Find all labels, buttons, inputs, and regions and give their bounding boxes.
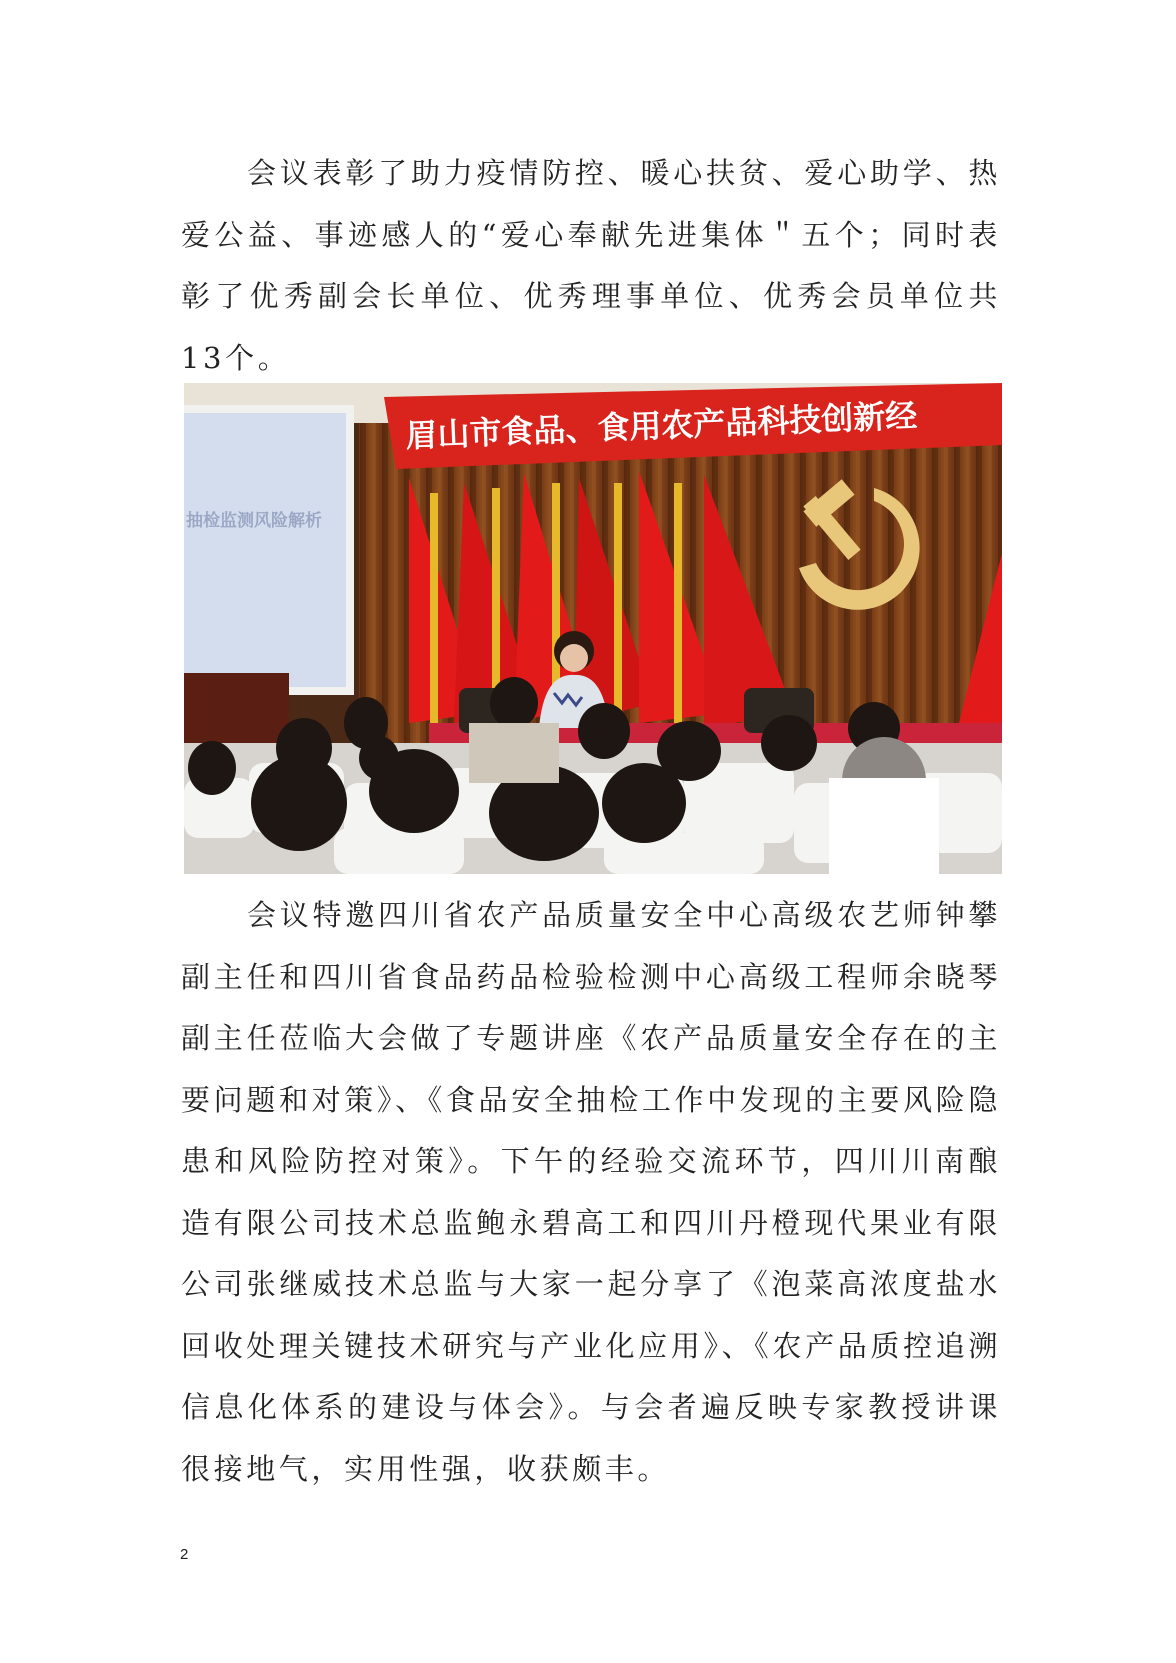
page-number: 2 [180, 1546, 189, 1563]
projection-screen [184, 405, 354, 695]
banner-text: 眉山市食品、食用农产品科技创新经 [404, 396, 918, 455]
screen-caption: 抽检监测风险解析 [186, 511, 322, 531]
paragraph-lectures: 会议特邀四川省农产品质量安全中心高级农艺师钟攀副主任和四川省食品药品检验检测中心高级工程师余晓琴副主任莅临大会做了专题讲座《农产品质量安全存在的主要问题和对策》、《食品安全抽检工作中发现的主要风险隐患和风险防控对策》。下午的经验交流环节，四川川南酿造有限公司技术总监鲍永碧高工和四川丹橙现代果业有限公司张继威技术总监与大家一起分享了《泡菜高浓度盐水回收处理关键技术研究与产业化应用》、《农产品质控追溯信息化体系的建设与体会》。与会者遍反映专家教授讲课很接地气，实用性强，收获颇丰。 [181, 898, 1001, 1486]
lectern [184, 673, 289, 753]
conference-photo [184, 383, 1002, 874]
paragraph-awards: 会议表彰了助力疫情防控、暖心扶贫、爱心助学、热爱公益、事迹感人的“爱心奉献先进集体＂五个；同时表彰了优秀副会长单位、优秀理事单位、优秀会员单位共13个。 [181, 156, 1001, 375]
